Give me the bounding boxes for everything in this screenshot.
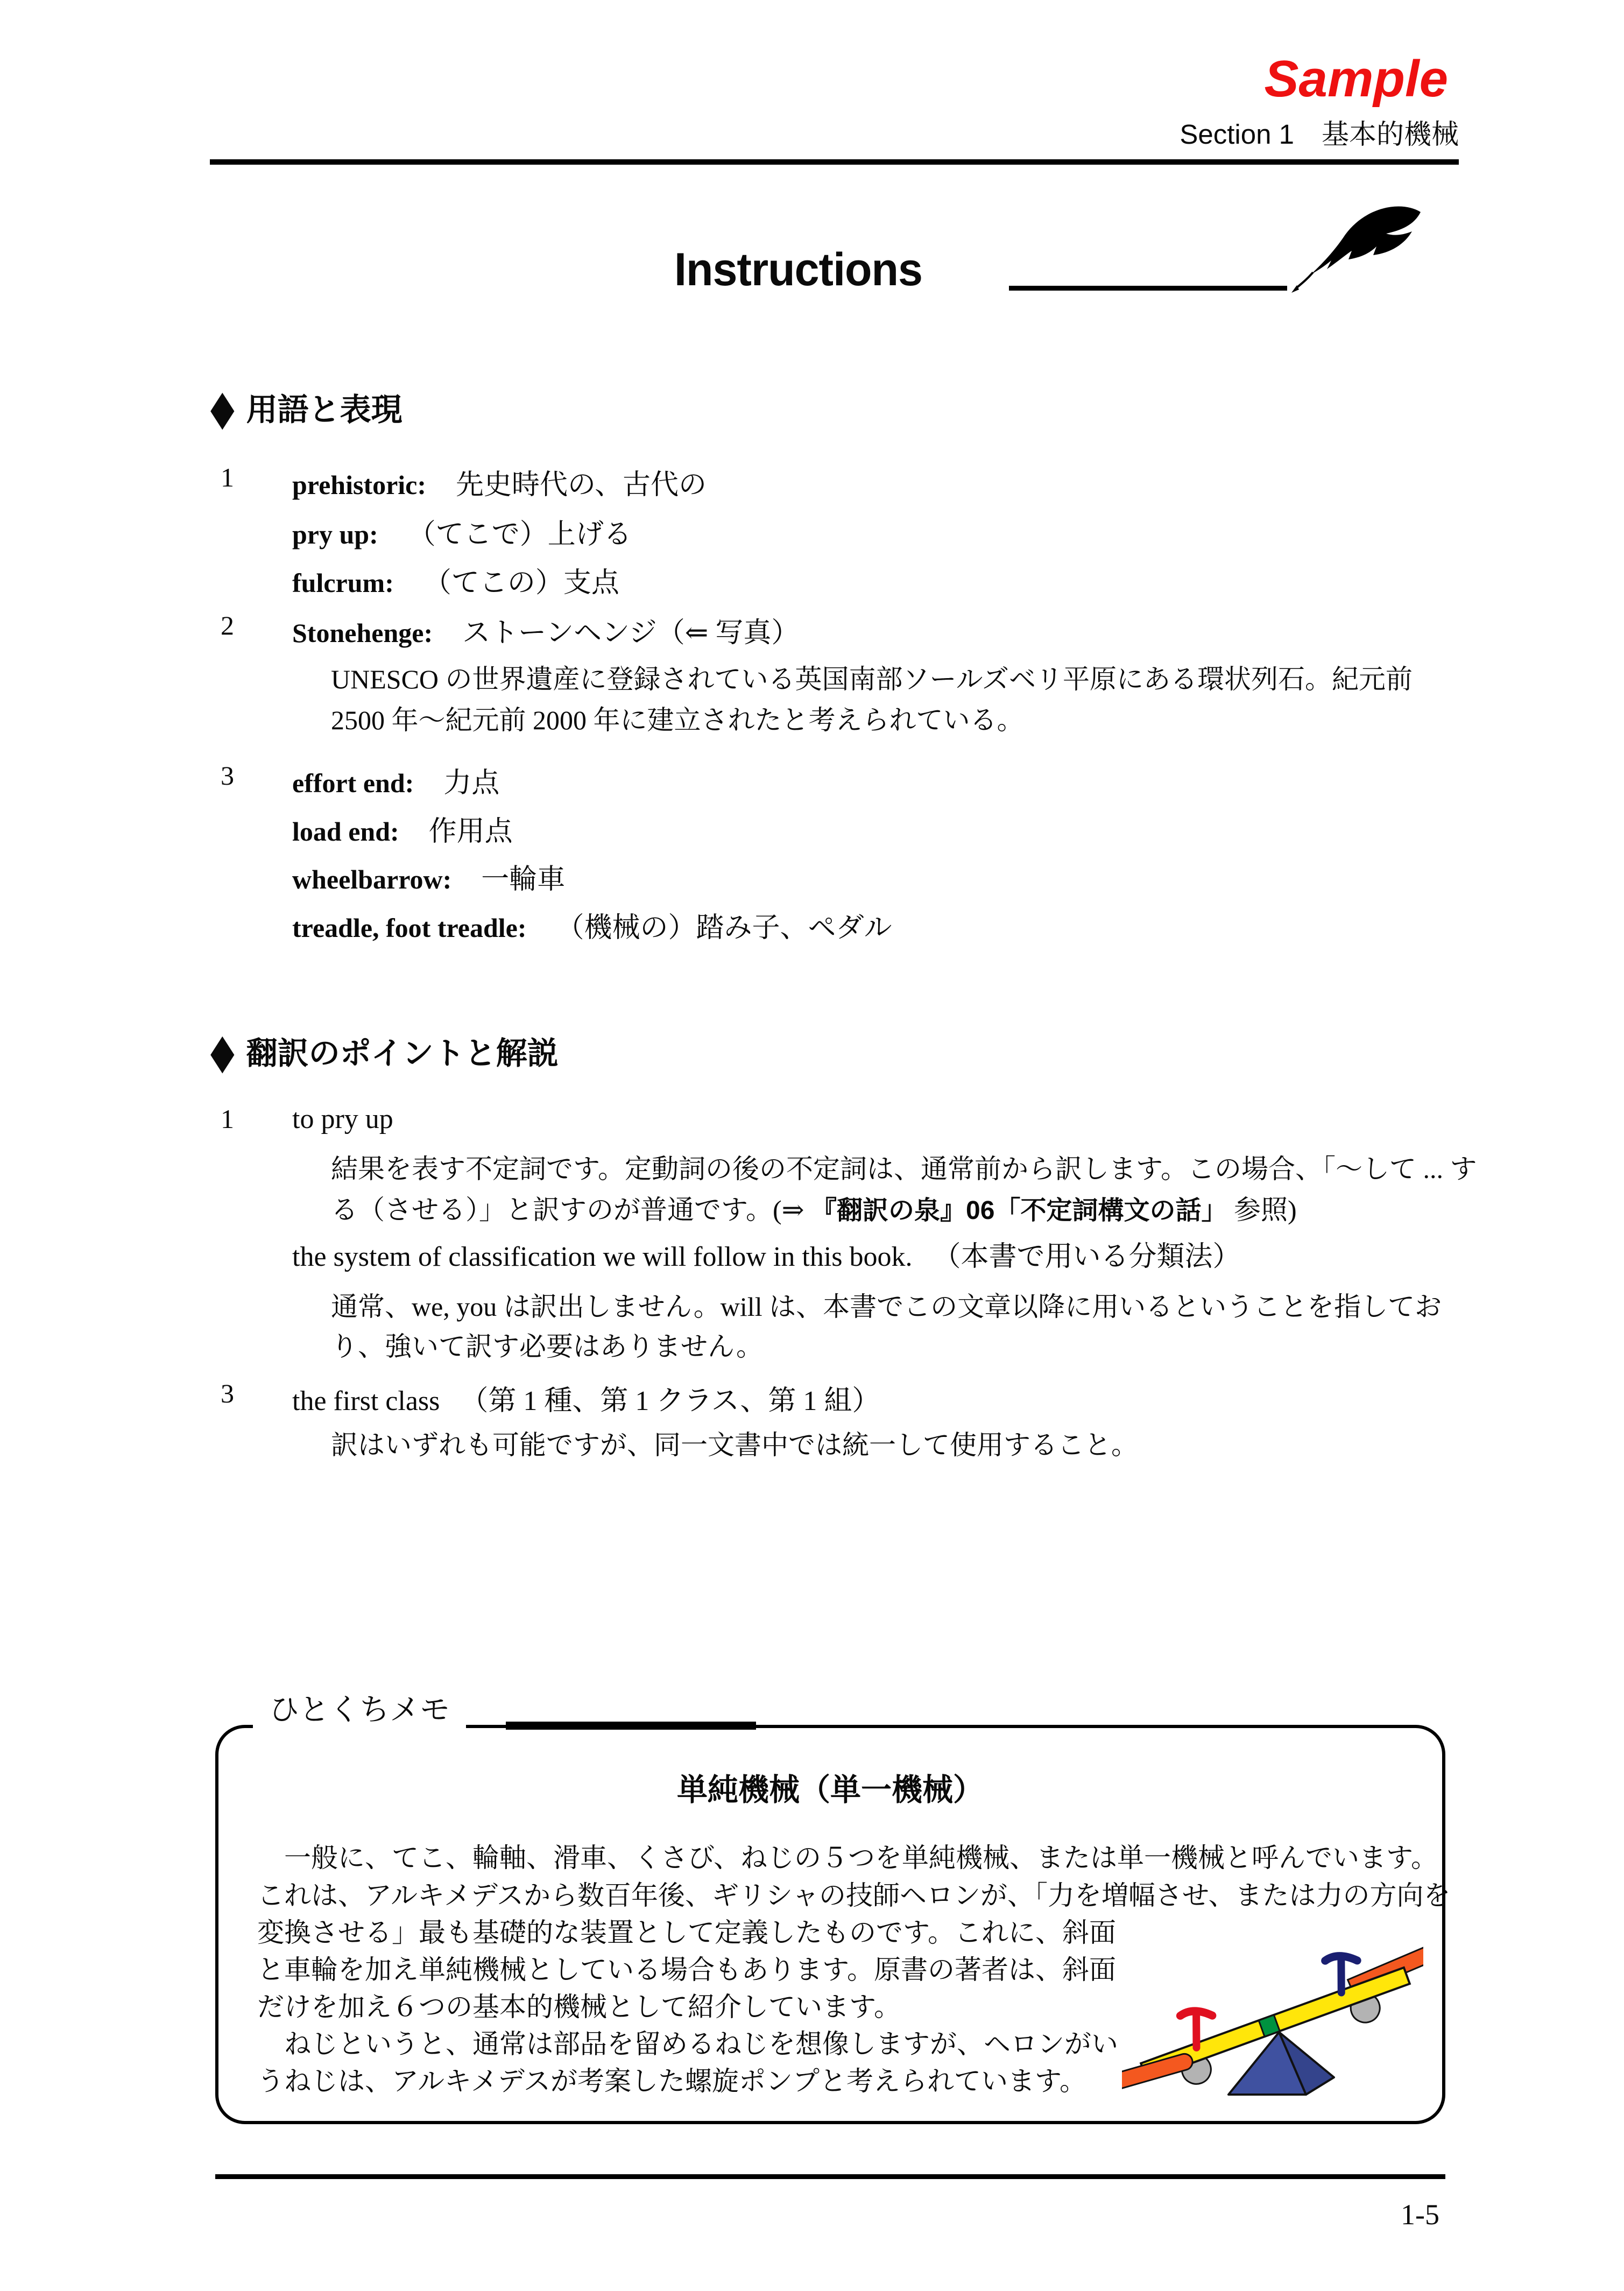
term-word: Stonehenge: — [292, 618, 433, 648]
page-number: 1-5 — [1401, 2198, 1439, 2231]
point-note-line: 結果を表す不定詞です。定動詞の後の不定詞は、通常前から訳します。この場合、「～して ... す — [331, 1154, 1477, 1184]
note-text: る（させる）」と訳すのが普通です。(⇒ — [331, 1195, 811, 1225]
point-head — [292, 1378, 880, 1418]
term-row — [292, 760, 499, 800]
memo-text-line: 変換させる」最も基礎的な装置として定義したものです。これに、斜面 — [257, 1918, 1116, 1948]
memo-text-line: これは、アルキメデスから数百年後、ギリシャの技師ヘロンが、「力を増幅させ、または力の方向を — [257, 1880, 1451, 1911]
sample-watermark: Sample — [1264, 50, 1448, 108]
memo-title: 単純機械（単一機械） — [677, 1773, 984, 1807]
note-text: 参照) — [1227, 1195, 1297, 1225]
term-item-number: 3 — [221, 760, 234, 791]
diamond-bullet-icon: ◆ — [210, 380, 235, 435]
point-head-english: the system of classification we will follow in this book. — [292, 1242, 913, 1272]
section-heading-label: 用語と表現 — [246, 392, 403, 427]
term-definition: ストーンヘンジ（⇐ 写真） — [462, 618, 800, 648]
memo-text-line: ねじというと、通常は部品を留めるねじを想像しますが、ヘロンがい — [257, 2029, 1118, 2059]
point-note-line: 通常、we, you は訳出しません。will は、本書でこの文章以降に用いるということを指してお — [331, 1292, 1442, 1322]
title-underline — [1009, 286, 1287, 291]
term-note-line: UNESCO の世界遺産に登録されている英国南部ソールズベリ平原にある環状列石。紀元前 — [331, 664, 1413, 694]
term-row — [292, 905, 892, 945]
term-row — [292, 610, 799, 650]
term-word: treadle, foot treadle: — [292, 913, 527, 943]
point-note-line: り、強いて訳す必要はありません。 — [331, 1331, 763, 1362]
seesaw-illustration — [1122, 1927, 1423, 2110]
term-definition: （てこの）支点 — [423, 568, 619, 598]
memo-text-line: だけを加え６つの基本的機械として紹介しています。 — [257, 1992, 901, 2022]
reference-title: 『翻訳の泉』06「不定詞構文の話」 — [811, 1196, 1227, 1225]
feather-quill-icon — [1285, 203, 1426, 294]
term-item-number: 2 — [221, 610, 234, 640]
term-row — [292, 511, 632, 552]
term-definition: 先史時代の、古代の — [456, 470, 707, 501]
term-word: fulcrum: — [292, 568, 394, 598]
section-heading-terms — [210, 380, 403, 435]
point-head-japanese: （本書で用いる分類法） — [933, 1242, 1241, 1272]
memo-text-line: うねじは、アルキメデスが考案した螺旋ポンプと考えられています。 — [257, 2066, 1086, 2096]
term-note-line: 2500 年～紀元前 2000 年に建立されたと考えられている。 — [331, 705, 1024, 735]
term-definition: （てこで）上げる — [407, 519, 632, 550]
point-note-line — [331, 1188, 1297, 1227]
term-row — [292, 462, 707, 502]
term-word: pry up: — [292, 519, 378, 549]
point-head-japanese: （第 1 種、第 1 クラス、第 1 組） — [460, 1386, 880, 1416]
term-item-number: 1 — [221, 462, 234, 492]
page-title: Instructions — [674, 244, 922, 295]
section-breadcrumb: Section 1 基本的機械 — [1180, 119, 1459, 150]
term-word: effort end: — [292, 768, 414, 798]
memo-text-line: 一般に、てこ、輪軸、滑車、くさび、ねじの５つを単純機械、または単一機械と呼んでいます。 — [257, 1843, 1438, 1873]
point-item-number: 1 — [221, 1104, 234, 1134]
section-heading-points — [210, 1024, 559, 1078]
point-item-number: 3 — [221, 1378, 234, 1408]
point-head — [292, 1233, 1241, 1274]
memo-text-line: と車輪を加え単純機械としている場合もあります。原書の著者は、斜面 — [257, 1955, 1116, 1985]
term-definition: （機械の）踏み子、ペダル — [556, 913, 892, 943]
term-row — [292, 560, 619, 600]
term-row — [292, 808, 513, 849]
term-definition: 一輪車 — [481, 864, 566, 895]
header-rule — [210, 159, 1459, 165]
point-head-english: the first class — [292, 1386, 440, 1416]
term-word: prehistoric: — [292, 470, 427, 500]
memo-label: ひとくちメモ — [253, 1690, 466, 1730]
memo-box-top-line — [506, 1722, 756, 1730]
term-word: wheelbarrow: — [292, 864, 452, 894]
term-word: load end: — [292, 816, 399, 847]
term-definition: 作用点 — [428, 816, 513, 847]
point-head: to pry up — [292, 1104, 393, 1134]
term-row — [292, 856, 565, 897]
term-definition: 力点 — [443, 768, 500, 799]
diamond-bullet-icon: ◆ — [210, 1024, 235, 1078]
section-heading-label: 翻訳のポイントと解説 — [246, 1036, 559, 1071]
point-note-line: 訳はいずれも可能ですが、同一文書中では統一して使用すること。 — [331, 1430, 1138, 1460]
footer-rule — [215, 2174, 1445, 2179]
